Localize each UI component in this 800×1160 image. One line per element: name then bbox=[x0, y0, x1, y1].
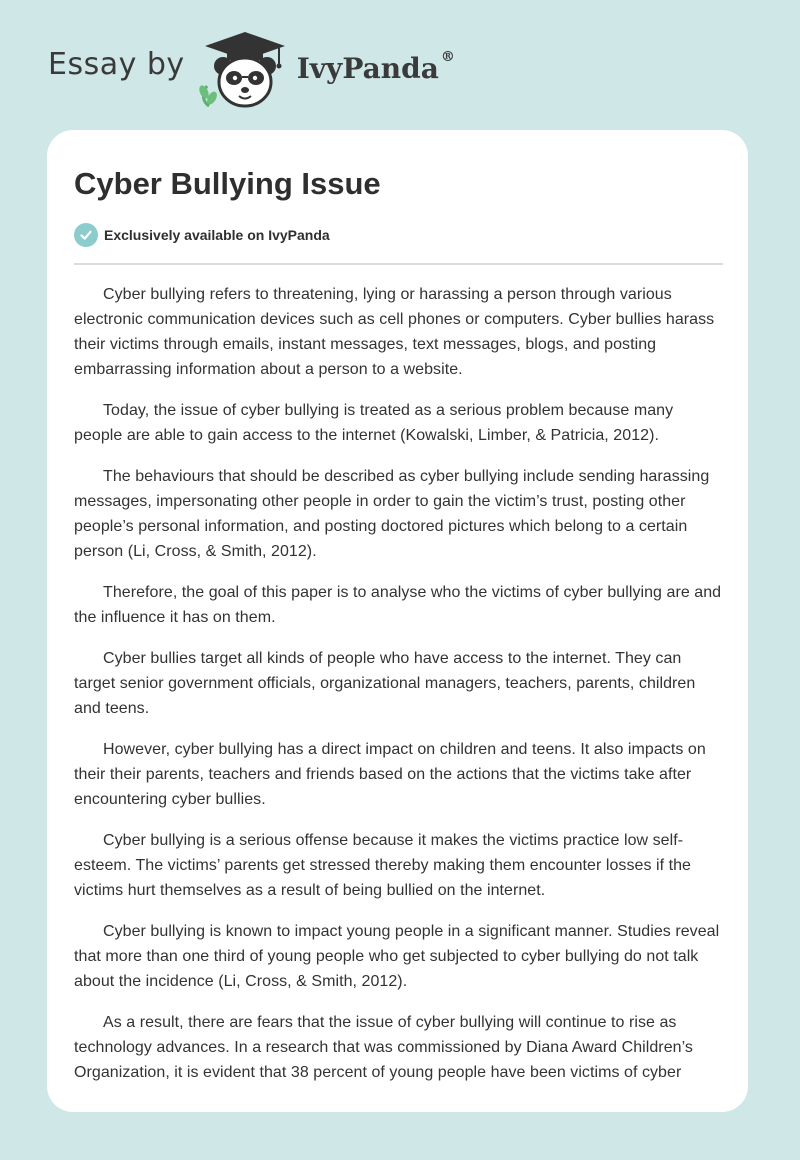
brand-name bbox=[296, 49, 455, 85]
page-title: Cyber Bullying Issue bbox=[74, 166, 381, 201]
exclusive-text: Exclusively available on IvyPanda bbox=[104, 227, 330, 243]
brand-prefix: Essay by bbox=[48, 46, 185, 82]
paragraph: As a result, there are fears that the issue of cyber bullying will continue to rise as technology advances. In a research that was commissioned by Diana Award Children’s Organization, it is evident that 38 percent of young people have been victims of cyber bbox=[74, 1014, 693, 1081]
paragraph: Today, the issue of cyber bullying is treated as a serious problem because many people are able to gain access to the internet (Kowalski, Limber, & Patricia, 2012). bbox=[74, 402, 674, 444]
paragraph: The behaviours that should be described as cyber bullying include sending harassing messages, impersonating other people in order to gain the victim’s trust, posting other people’s personal information, and posting doctored pictures which belong to a certain person (Li, Cross, & Smith, 2012). bbox=[74, 468, 710, 560]
panda-logo-icon bbox=[199, 30, 291, 110]
paragraph: Therefore, the goal of this paper is to analyse who the victims of cyber bullying are and the influence it has on them. bbox=[74, 584, 722, 626]
brand-name-text: IvyPanda bbox=[296, 51, 439, 85]
paragraph: However, cyber bullying has a direct impact on children and teens. It also impacts on their their parents, teachers and friends based on the actions that the victims take after encountering cyber bullies. bbox=[74, 741, 706, 808]
check-icon bbox=[74, 223, 98, 247]
brand-header bbox=[48, 30, 455, 110]
divider bbox=[74, 263, 723, 265]
registered-mark: ® bbox=[440, 49, 455, 66]
essay-card bbox=[47, 130, 748, 1112]
paragraph: Cyber bullying is known to impact young people in a significant manner. Studies reveal that more than one third of young people who get subjected to cyber bullying do not talk about the incidence (Li, Cross, & Smith, 2012). bbox=[74, 923, 720, 990]
paragraph: Cyber bullies target all kinds of people who have access to the internet. They can target senior government officials, organizational managers, teachers, parents, children and teens. bbox=[74, 650, 696, 717]
paragraph: Cyber bullying is a serious offense because it makes the victims practice low self-esteem. The victims’ parents get stressed thereby making them encounter losses if the victims hurt themselves as a result of being bullied on the internet. bbox=[74, 832, 691, 899]
exclusive-badge bbox=[74, 222, 722, 248]
essay-body bbox=[74, 282, 722, 1085]
paragraph: Cyber bullying refers to threatening, lying or harassing a person through various electronic communication devices such as cell phones or computers. Cyber bullies harass their victims through emails, instant messages, text messages, blogs, and posting embarrassing information about a person to a website. bbox=[74, 286, 715, 378]
